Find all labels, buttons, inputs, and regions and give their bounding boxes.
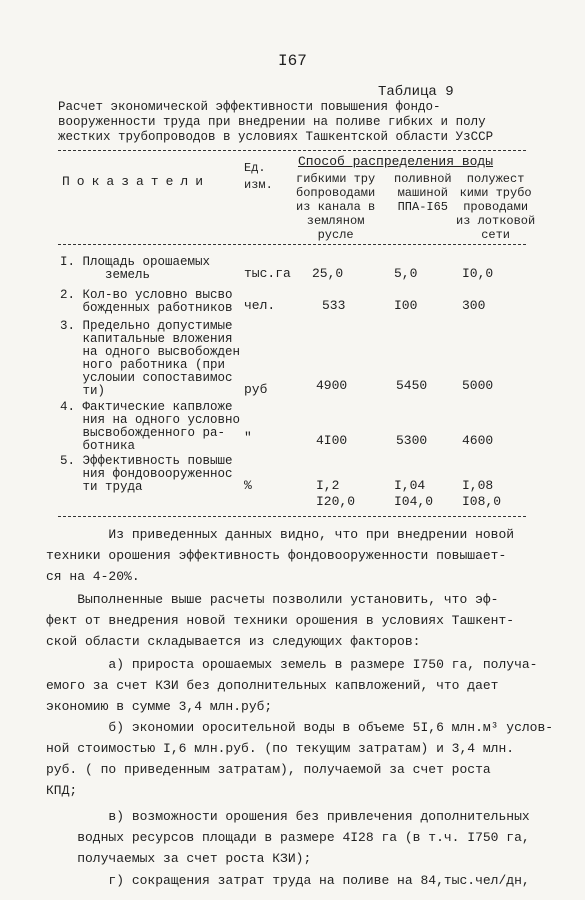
table-bottom-rule [58, 516, 526, 517]
row-2-unit: чел. [244, 298, 276, 313]
row-1-col-3: I0,0 [462, 266, 494, 281]
row-5-col-2-b: I04,0 [394, 494, 434, 509]
row-5-col-1: I,2 [316, 478, 340, 493]
row-5-col-1-b: I20,0 [316, 494, 356, 509]
header-unit: Ед. изм. [244, 161, 273, 192]
row-2-col-3: 300 [462, 298, 486, 313]
row-4-unit: " [244, 430, 252, 445]
paragraph-1: Из приведенных данных видно, что при внедрении новой техники орошения эффективность фондовооруженности повышает- ся на 4-20%. [46, 527, 515, 584]
row-4-col-1: 4I00 [316, 433, 348, 448]
row-3-col-3: 5000 [462, 378, 494, 393]
header-distribution-method: Способ распределения воды [298, 154, 494, 169]
table-title: Расчет экономической эффективности повышения фондо- вооруженности труда при внедрении на поливе гибких и полу жестких трубопроводов в условиях Ташкентской области УзССР [58, 100, 494, 144]
row-2-col-1: 533 [322, 298, 346, 313]
row-3-unit: руб [244, 382, 268, 397]
row-2-col-2: I00 [394, 298, 418, 313]
table-header-rule [58, 244, 526, 245]
paragraph-6: г) сокращения затрат труда на поливе на 84,тыс.чел/дн, [46, 873, 530, 888]
row-5-label: 5. Эффективность повыше ния фондовооруженнос ти труда [60, 454, 233, 494]
row-4-col-2: 5300 [396, 433, 428, 448]
header-col-2: поливной машиной ППА-I65 [394, 172, 452, 214]
row-5-col-3-b: I08,0 [462, 494, 502, 509]
header-col-3: полужест кими трубо проводами из лотковой сети [456, 172, 536, 242]
paragraph-3: а) прироста орошаемых земель в размере I750 га, получа- емого за счет КЗИ без дополнительных капвложений, что дает экономию в сумме 3,4 млн.руб; [46, 657, 538, 714]
page-number: I67 [278, 52, 307, 70]
row-4-label: 4. Фактические капвложе ния на одного условно высвобожденного ра- ботника [60, 400, 241, 453]
row-5-unit: % [244, 478, 252, 493]
table-top-rule [58, 150, 526, 151]
paragraph-4: б) экономии оросительной воды в объеме 5I,6 млн.м³ услов- ной стоимостью I,6 млн.руб. (по текущим затратам) и 3,4 млн. руб. ( по приведенным затратам), получаемой за счет роста КПД; [46, 720, 554, 798]
row-1-col-1: 25,0 [312, 266, 344, 281]
row-2-label: 2. Кол-во условно высво божденных работников [60, 288, 233, 315]
table-label: Таблица 9 [378, 84, 454, 100]
paragraph-5: в) возможности орошения без привлечения дополнительных водных ресурсов площади в размере 4I28 га (в т.ч. I750 га, получаемых за счет роста КЗИ); [77, 809, 530, 866]
row-1-label: I. Площадь орошаемых земель [60, 255, 211, 282]
row-3-col-2: 5450 [396, 378, 428, 393]
header-col-1: гибкими тру бопроводами из канала в земляном русле [296, 172, 376, 242]
row-4-col-3: 4600 [462, 433, 494, 448]
row-5-col-2: I,04 [394, 478, 426, 493]
row-3-label: 3. Предельно допустимые капитальные вложения на одного высвобожден ного работника (при услоыии сопоставимос ти) [60, 319, 241, 398]
row-5-col-3: I,08 [462, 478, 494, 493]
paragraph-2: Выполненные выше расчеты позволили установить, что эф- фект от внедрения новой техники орошения в условиях Ташкент- ской области складывается из следующих факторов: [46, 592, 515, 649]
row-1-col-2: 5,0 [394, 266, 418, 281]
row-1-unit: тыс.га [244, 266, 291, 281]
header-indicators: Показатели [62, 174, 211, 189]
row-3-col-1: 4900 [316, 378, 348, 393]
